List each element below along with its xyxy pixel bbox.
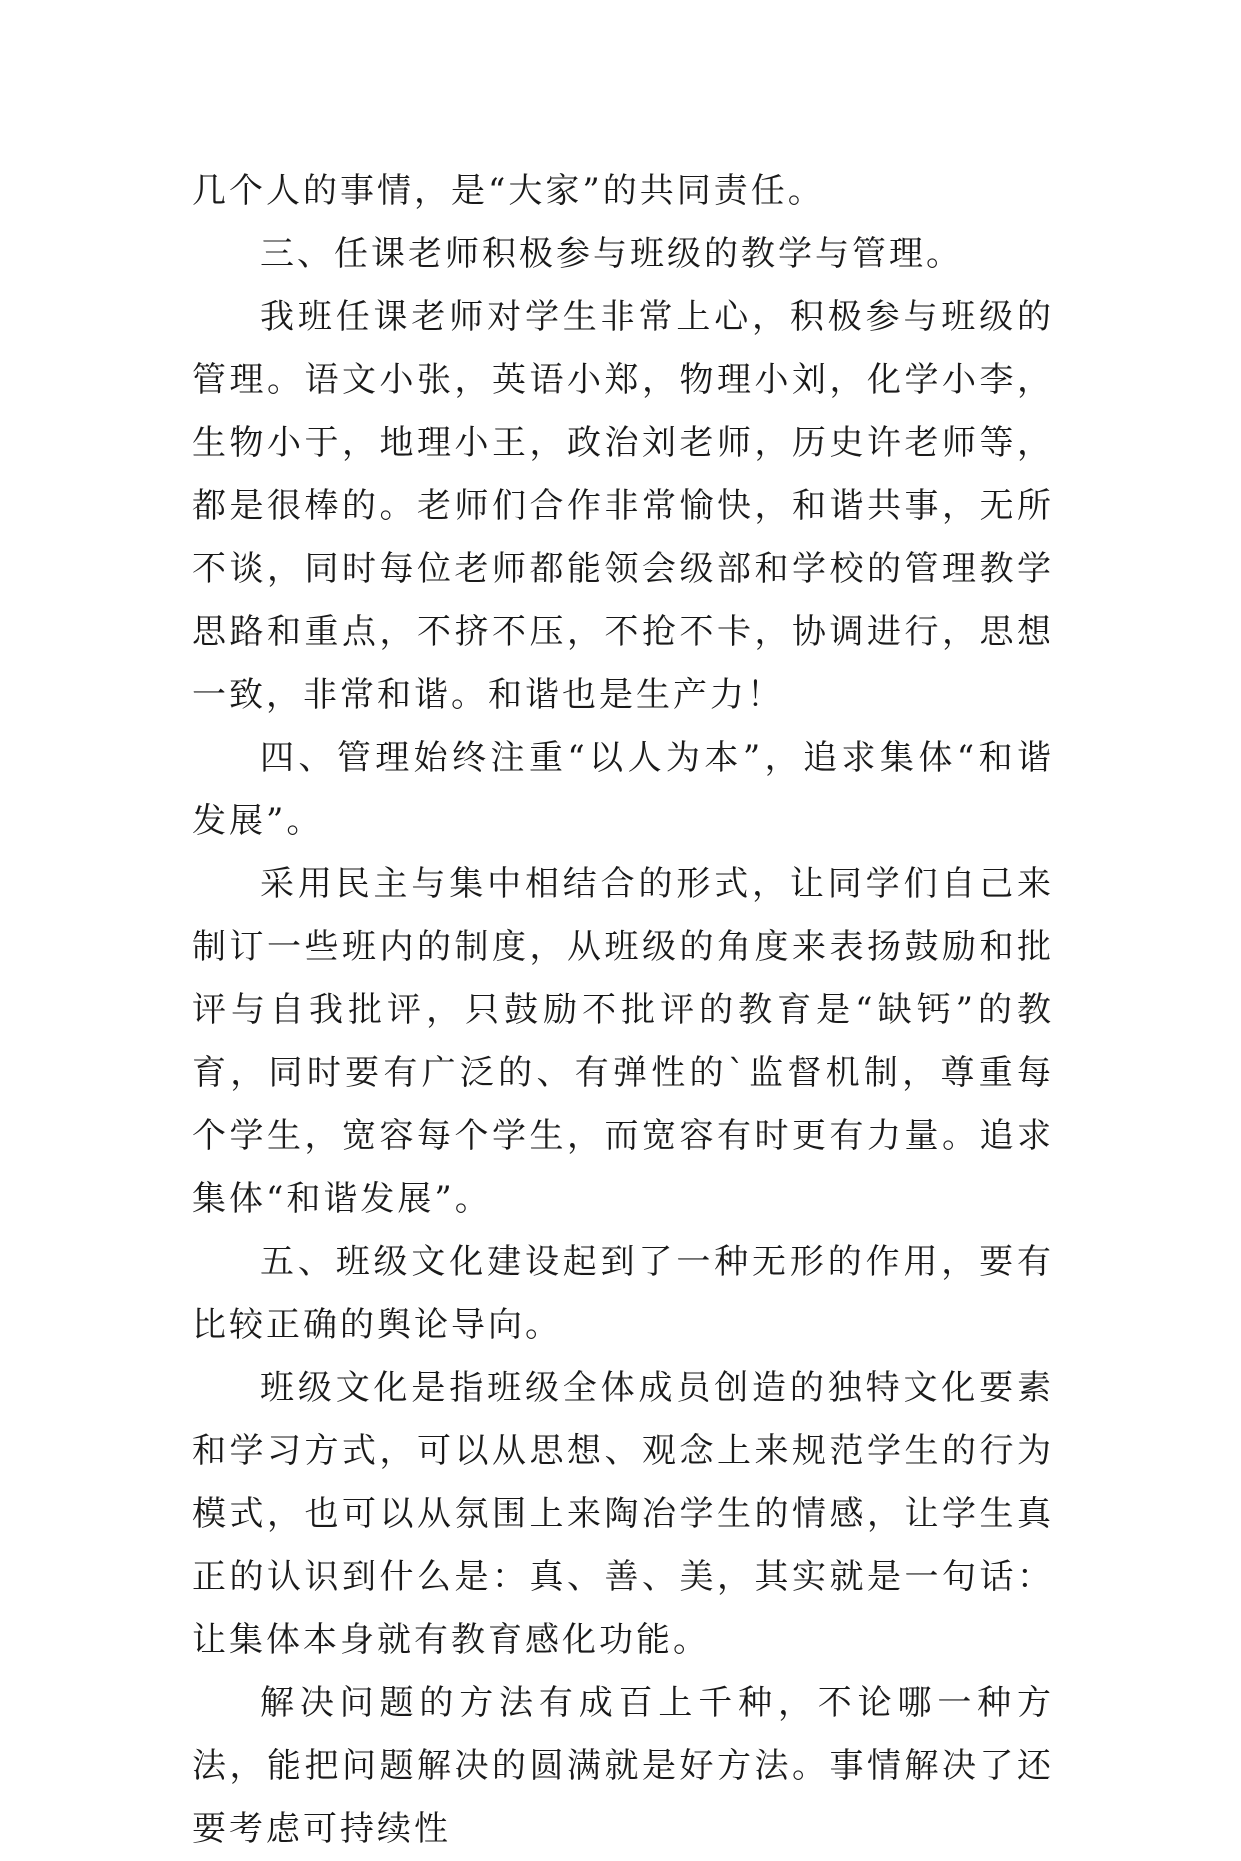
section-heading-5: 五、班级文化建设起到了一种无形的作用，要有比较正确的舆论导向。 (192, 1242, 1054, 1345)
paragraph-democracy: 采用民主与集中相结合的形式，让同学们自己来制订一些班内的制度，从班级的角度来表扬鼓励和批评与自我批评，只鼓励不批评的教育是“缺钙”的教育，同时要有广泛的、有弹性的`监督机制，尊重每个学生，宽容每个学生，而宽容有时更有力量。追求集体“和谐发展”。 (192, 864, 1054, 1219)
section-heading-3: 三、任课老师积极参与班级的教学与管理。 (260, 234, 963, 274)
section-heading-4: 四、管理始终注重“以人为本”，追求集体“和谐发展”。 (192, 738, 1054, 841)
document-body (192, 160, 1054, 1861)
paragraph-teachers: 我班任课老师对学生非常上心，积极参与班级的管理。语文小张，英语小郑，物理小刘，化学小李，生物小于，地理小王，政治刘老师，历史许老师等，都是很棒的。老师们合作非常愉快，和谐共事，无所不谈，同时每位老师都能领会级部和学校的管理教学思路和重点，不挤不压，不抢不卡，协调进行，思想一致，非常和谐。和谐也是生产力！ (192, 297, 1054, 715)
paragraph-continuation: 几个人的事情，是“大家”的共同责任。 (192, 171, 825, 211)
paragraph-solutions: 解决问题的方法有成百上千种，不论哪一种方法，能把问题解决的圆满就是好方法。事情解决了还要考虑可持续性 (192, 1683, 1054, 1849)
paragraph-class-culture: 班级文化是指班级全体成员创造的独特文化要素和学习方式，可以从思想、观念上来规范学生的行为模式，也可以从氛围上来陶冶学生的情感，让学生真正的认识到什么是：真、善、美，其实就是一句话：让集体本身就有教育感化功能。 (192, 1368, 1054, 1660)
